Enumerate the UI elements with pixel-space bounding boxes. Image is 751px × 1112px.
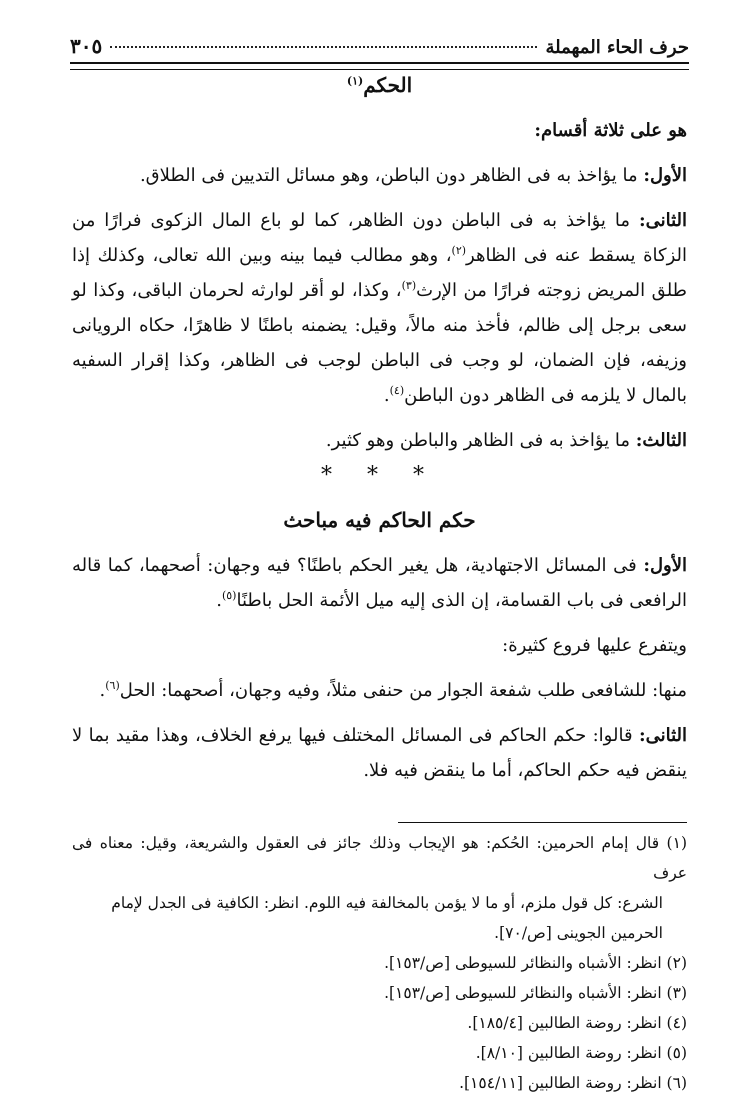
footnote-ref: (٤) — [389, 384, 405, 397]
footnote-1-continuation: الشرع: كل قول ملزم، أو ما لا يؤمن بالمخالفة فيه اللوم. انظر: الكافية فى الجدل لإمام — [111, 894, 663, 912]
paragraph-text: منها: للشافعى طلب شفعة الجوار من حنفى مثلاً، وفيه وجهان، أصحهما: الحل — [119, 680, 687, 701]
paragraph-lead: الثانى: — [638, 210, 687, 231]
paragraph-text: فى المسائل الاجتهادية، هل يغير الحكم باطنًا؟ فيه وجهان: أصحهما، كما قاله الرافعى فى باب القسامة، إن الذى إليه ميل الأئمة الحل باطنًا — [72, 555, 687, 611]
running-header — [70, 34, 689, 60]
footnote-1-continuation: الحرمين الجوينى [ص/٧٠]. — [494, 924, 663, 942]
paragraph-text: ما يؤاخذ به فى الظاهر والباطن وهو كثير. — [325, 430, 636, 451]
paragraph-text: ، وكذا، لو أقر لوارثه لحرمان الباقى، وكذا لو سعى برجل إلى ظالم، فأخذ منه مالاً، وقيل: يضمنه باطنًا لا ظاهرًا، حكاه الرويانى وزيفه، فإن الضمان، لو وجب فى الباطن لوجب فى الظاهر، وكذا إقرار السفيه بالمال لا يلزمه فى الظاهر دون الباطن — [72, 280, 687, 406]
paragraph-text: قالوا: حكم الحاكم فى المسائل المختلف فيها يرفع الخلاف، وهذا مقيد بما لا ينقض فيه حكم الحاكم، أما ما ينقض فيه فلا. — [72, 725, 687, 781]
paragraph-text: . — [216, 590, 222, 611]
paragraph-text: ما يؤاخذ به فى الباطن دون الظاهر، كما لو باع المال الزكوى فرارًا من الزكاة يسقط عنه فى الظاهر — [72, 210, 687, 266]
footnote-6: (٦) انظر: روضة الطالبين [١٥٤/١١]. — [459, 1074, 687, 1092]
paragraph-first — [72, 548, 687, 618]
footnote-5: (٥) انظر: روضة الطالبين [٨/١٠]. — [475, 1044, 687, 1062]
section-title-text: الحكم — [363, 73, 413, 97]
paragraph-first — [72, 158, 687, 193]
section-title-hukm — [72, 68, 687, 103]
footnote-ref: (٦) — [105, 679, 120, 692]
section-title-hukm-alhakim: حكم الحاكم فيه مباحث — [283, 508, 476, 532]
footnote-ref: (١) — [346, 74, 364, 88]
paragraph-second — [72, 718, 687, 788]
footnote-rule — [398, 822, 687, 823]
dot-leader — [110, 46, 537, 48]
paragraph-second — [72, 203, 687, 413]
footnote-4: (٤) انظر: روضة الطالبين [١٨٥/٤]. — [467, 1014, 687, 1032]
main-text — [72, 68, 687, 788]
paragraph-text: ما يؤاخذ به فى الظاهر دون الباطن، وهو مسائل التديين فى الطلاق. — [139, 165, 644, 186]
page-number: ٣٠٥ — [70, 34, 103, 58]
paragraph-text: ، وهو مطالب فيما بينه وبين الله تعالى، وكذلك إذا طلق المريض زوجته فرارًا من الإرث — [72, 245, 687, 301]
paragraph-lead: الثالث: — [635, 430, 687, 451]
paragraph-text: . — [99, 680, 106, 701]
footnotes — [72, 828, 687, 1098]
footnote-ref: (٥) — [221, 589, 237, 602]
footnote-3: (٣) انظر: الأشباه والنظائر للسيوطى [ص/١٥٣]. — [384, 984, 687, 1002]
intro-line: هو على ثلاثة أقسام: — [534, 120, 687, 141]
paragraph-branches: ويتفرع عليها فروع كثيرة: — [502, 635, 687, 656]
paragraph-lead: الأول: — [643, 555, 687, 576]
footnote-1: (١) قال إمام الحرمين: الحُكم: هو الإيجاب وذلك جائز فى العقول والشريعة، وقيل: معناه فى عرف — [72, 834, 687, 882]
section-separator: * * * — [321, 463, 438, 488]
footnote-2: (٢) انظر: الأشباه والنظائر للسيوطى [ص/١٥٣]. — [384, 954, 687, 972]
paragraph-lead: الأول: — [643, 165, 687, 186]
footnote-ref: (٢) — [451, 244, 467, 257]
paragraph-example — [72, 673, 687, 708]
paragraph-text: . — [383, 385, 390, 406]
paragraph-lead: الثانى: — [638, 725, 687, 746]
paragraph-third — [72, 423, 687, 458]
chapter-title: حرف الحاء المهملة — [545, 37, 689, 58]
footnote-ref: (٣) — [401, 279, 417, 292]
